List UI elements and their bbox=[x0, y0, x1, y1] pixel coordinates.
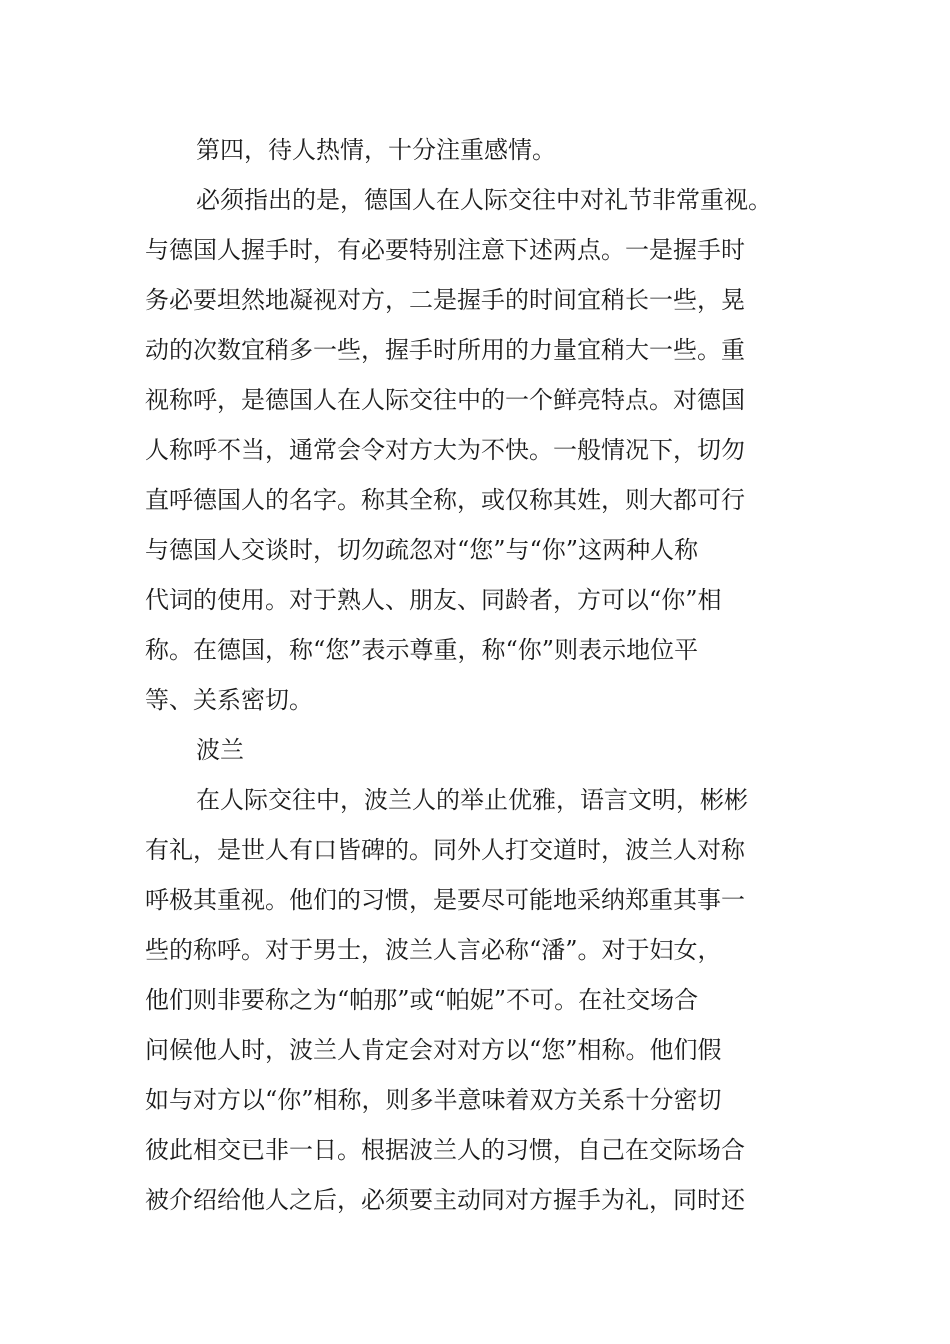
text-line: 与德国人握手时，有必要特别注意下述两点。一是握手时 bbox=[145, 236, 745, 264]
text-line: 视称呼，是德国人在人际交往中的一个鲜亮特点。对德国 bbox=[145, 386, 745, 414]
text-line: 如与对方以“你”相称，则多半意味着双方关系十分密切 bbox=[145, 1086, 722, 1114]
text-line: 彼此相交已非一日。根据波兰人的习惯，自己在交际场合 bbox=[145, 1136, 745, 1164]
text-line: 直呼德国人的名字。称其全称，或仅称其姓，则大都可行 bbox=[145, 486, 745, 514]
text-line: 被介绍给他人之后，必须要主动同对方握手为礼，同时还 bbox=[145, 1186, 745, 1214]
text-line: 些的称呼。对于男士，波兰人言必称“潘”。对于妇女， bbox=[145, 936, 722, 964]
text-line: 有礼，是世人有口皆碑的。同外人打交道时，波兰人对称 bbox=[145, 836, 745, 864]
text-line: 第四，待人热情，十分注重感情。 bbox=[196, 136, 556, 164]
text-line: 在人际交往中，波兰人的举止优雅，语言文明，彬彬 bbox=[196, 786, 748, 814]
text-line: 必须指出的是，德国人在人际交往中对礼节非常重视。 bbox=[196, 186, 772, 214]
text-line: 务必要坦然地凝视对方，二是握手的时间宜稍长一些，晃 bbox=[145, 286, 745, 314]
text-line: 与德国人交谈时，切勿疏忽对“您”与“你”这两种人称 bbox=[145, 536, 699, 564]
text-line: 称。在德国，称“您”表示尊重，称“你”则表示地位平 bbox=[145, 636, 699, 664]
text-line: 动的次数宜稍多一些，握手时所用的力量宜稍大一些。重 bbox=[145, 336, 745, 364]
section-heading: 波兰 bbox=[196, 736, 244, 764]
text-line: 人称呼不当，通常会令对方大为不快。一般情况下，切勿 bbox=[145, 436, 745, 464]
text-line: 呼极其重视。他们的习惯，是要尽可能地采纳郑重其事一 bbox=[145, 886, 745, 914]
text-line: 他们则非要称之为“帕那”或“帕妮”不可。在社交场合 bbox=[145, 986, 699, 1014]
text-line: 等、关系密切。 bbox=[145, 686, 313, 714]
text-line: 问候他人时，波兰人肯定会对对方以“您”相称。他们假 bbox=[145, 1036, 722, 1064]
text-line: 代词的使用。对于熟人、朋友、同龄者，方可以“你”相 bbox=[145, 586, 722, 614]
